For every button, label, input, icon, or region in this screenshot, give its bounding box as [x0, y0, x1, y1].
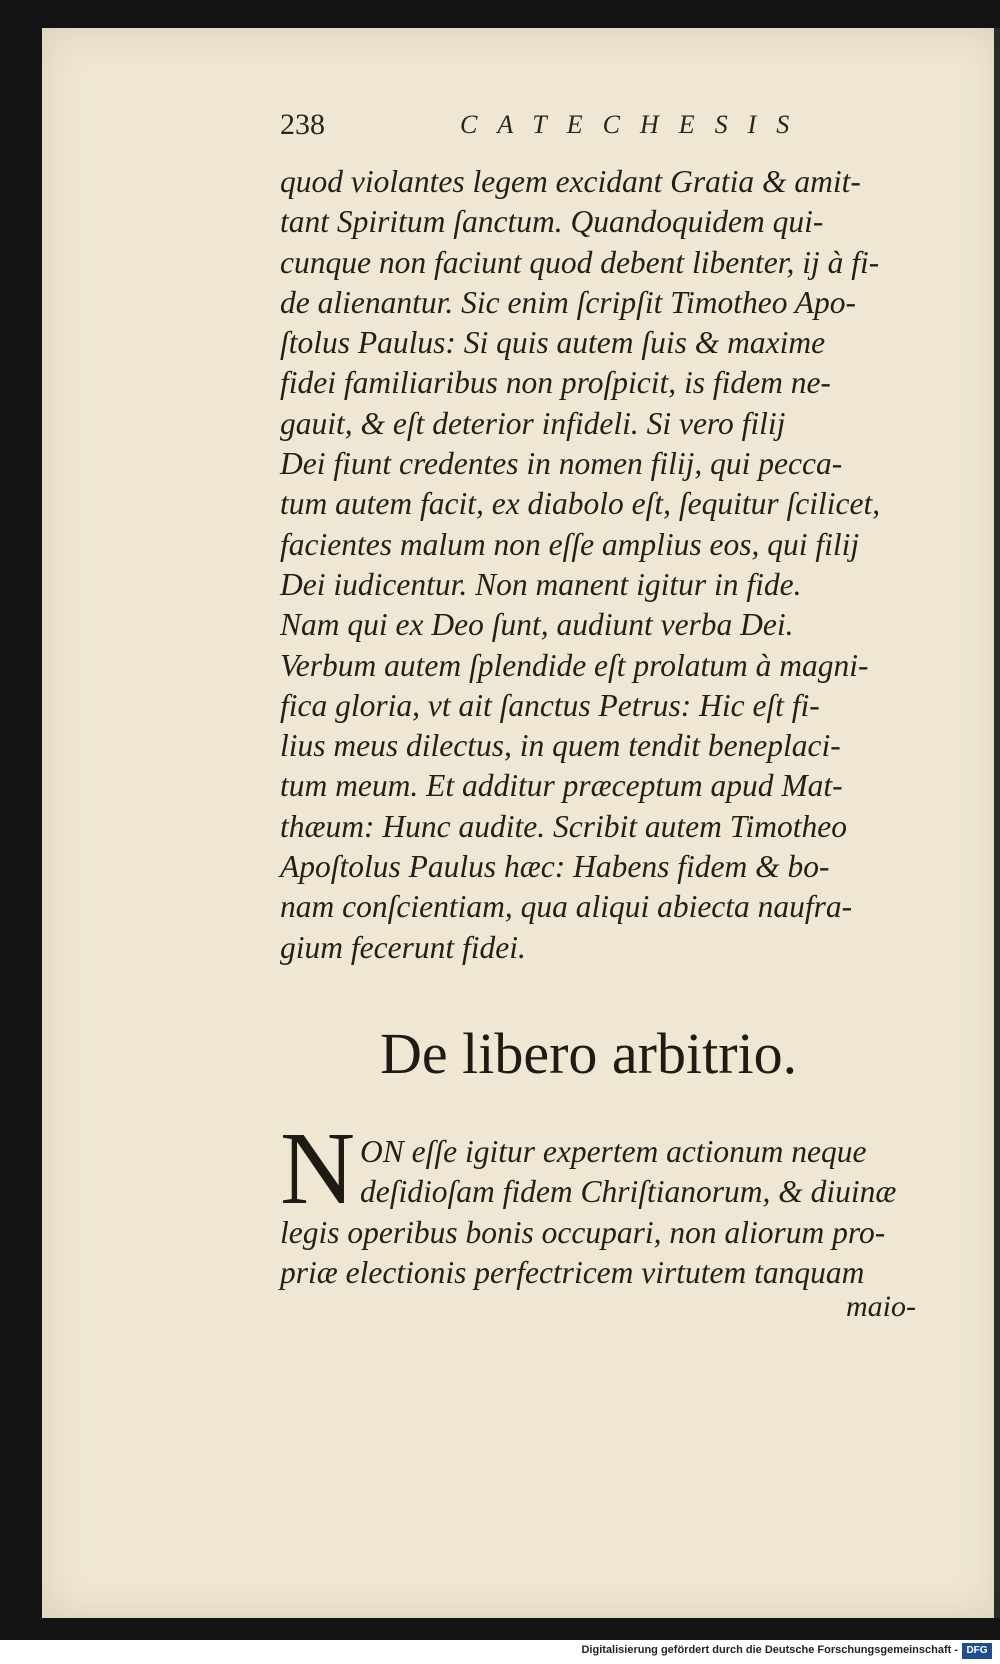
text-line: tum meum. Et additur præceptum apud Mat- [280, 768, 843, 804]
footer-bar [0, 1640, 1000, 1664]
text-line: tum autem facit, ex diabolo eſt, ſequitur ſcilicet, [280, 486, 881, 522]
text-line: Dei iudicentur. Non manent igitur in fide. [280, 566, 802, 602]
text-line: Apoſtolus Paulus hæc: Habens fidem & bo- [280, 849, 830, 885]
page-number: 238 [280, 108, 325, 141]
text-line: thæum: Hunc audite. Scribit autem Timotheo [280, 808, 847, 844]
text-line: fidei familiaribus non proſpicit, is fidem ne- [280, 365, 831, 401]
section-heading: De libero arbitrio. [380, 1021, 798, 1086]
text-line: ſtolus Paulus: Si quis autem ſuis & maxime [280, 325, 826, 361]
footer-credit: Digitalisierung gefördert durch die Deutsche Forschungsgemeinschaft - [581, 1644, 958, 1656]
text-line: fica gloria, vt ait ſanctus Petrus: Hic eſt fi- [280, 687, 820, 723]
text-line: cunque non faciunt quod debent libenter, ij à fi- [280, 244, 880, 280]
dfg-logo-icon: DFG [962, 1643, 992, 1659]
text-line: Nam qui ex Deo ſunt, audiunt verba Dei. [280, 607, 794, 643]
text-line: Dei fiunt credentes in nomen filij, qui pecca- [280, 446, 843, 482]
section-paragraph [280, 1111, 960, 1293]
text-line: de alienantur. Sic enim ſcripſit Timotheo Apo- [280, 284, 856, 320]
drop-cap: N [280, 1111, 356, 1226]
text-line: Verbum autem ſplendide eſt prolatum à magni- [280, 647, 869, 683]
running-head [280, 108, 880, 148]
text-line: gium fecerunt fidei. [280, 929, 526, 965]
text-line: tant Spiritum ſanctum. Quandoquidem qui- [280, 204, 824, 240]
body-paragraph [280, 162, 960, 968]
text-line: gauit, & eſt deterior infideli. Si vero filij [280, 405, 786, 441]
running-title: CATECHESIS [460, 110, 810, 139]
text-line: priæ electionis perfectricem virtutem tanquam [280, 1254, 865, 1290]
text-line: nam conſcientiam, qua aliqui abiecta naufra- [280, 889, 853, 925]
text-line: quod violantes legem excidant Gratia & amit- [280, 164, 861, 199]
text-line: lius meus dilectus, in quem tendit beneplaci- [280, 728, 841, 764]
text-line: facientes malum non eſſe amplius eos, qui filij [280, 526, 860, 562]
page-edge [994, 28, 1000, 1618]
text-line: ON eſſe igitur expertem actionum neque [360, 1134, 867, 1169]
text-line: legis operibus bonis occupari, non aliorum pro- [280, 1214, 886, 1250]
catchword: maio- [846, 1290, 916, 1323]
text-line: deſidioſam fidem Chriſtianorum, & diuinæ [360, 1174, 897, 1210]
